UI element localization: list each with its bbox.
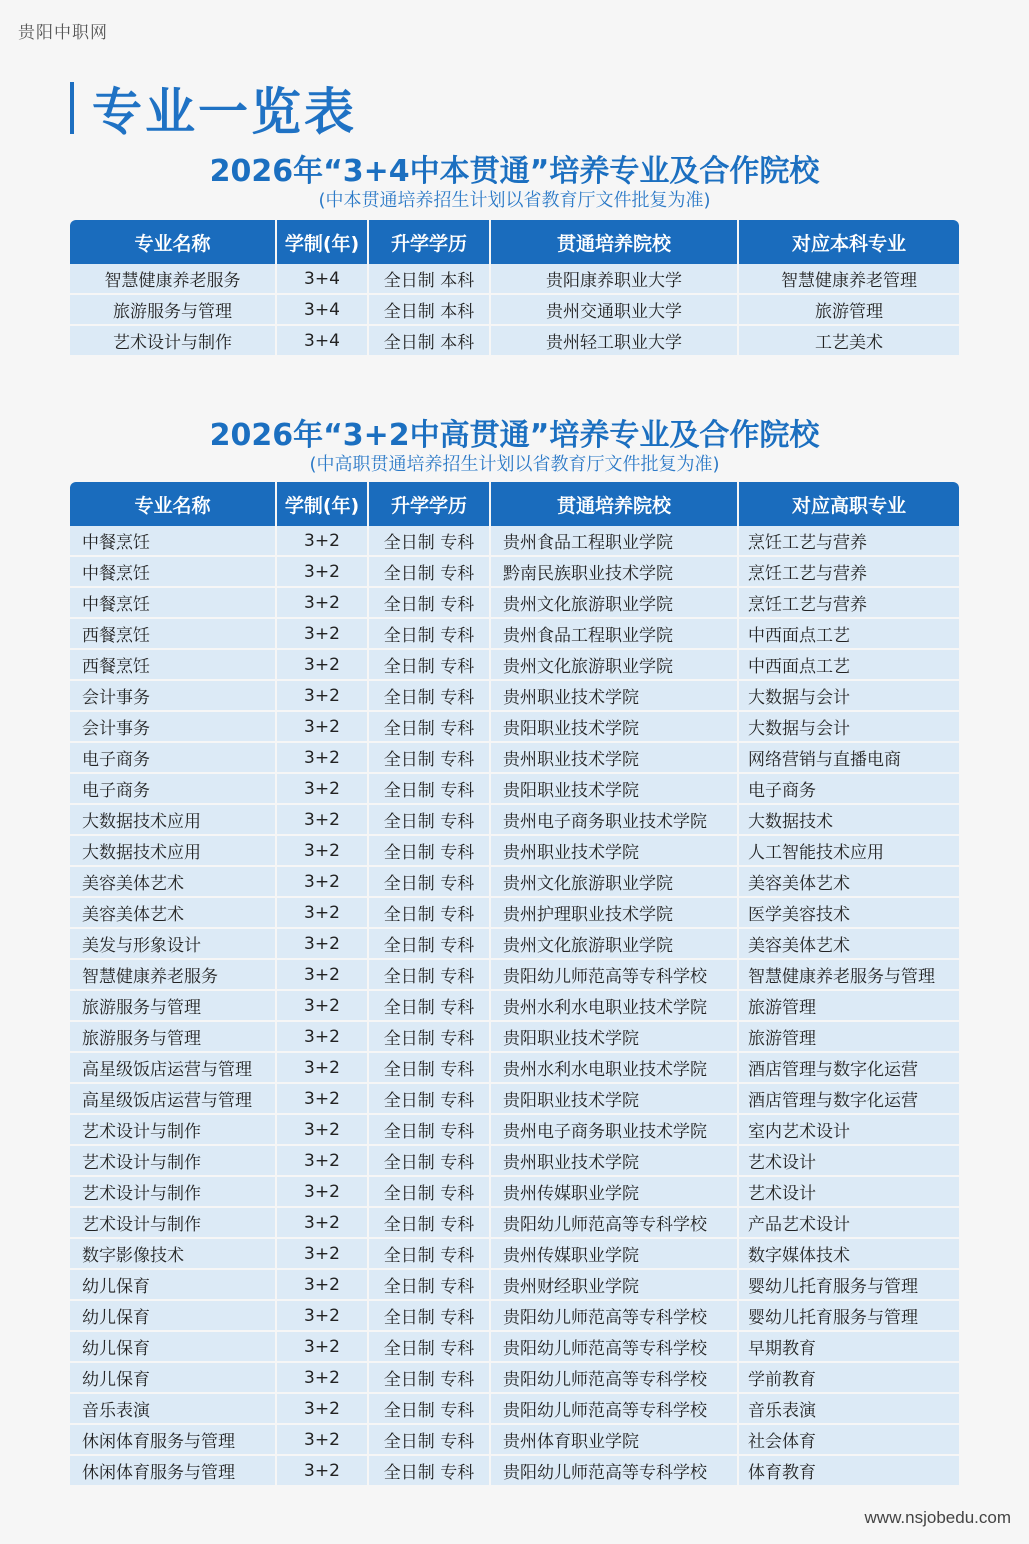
cell-duration: 3+2 [277,929,369,960]
cell-degree: 全日制 专科 [369,681,491,712]
cell-college: 贵州电子商务职业技术学院 [491,1115,739,1146]
cell-degree: 全日制 专科 [369,898,491,929]
cell-major: 电子商务 [70,774,277,805]
cell-major: 艺术设计与制作 [70,1208,277,1239]
cell-target-major: 旅游管理 [739,295,959,326]
table-row [70,1208,959,1239]
table-row [70,295,959,326]
page-title: 专业一览表 [92,83,357,141]
table-body [70,264,959,357]
cell-duration: 3+2 [277,743,369,774]
table-row [70,929,959,960]
table-row [70,867,959,898]
cell-degree: 全日制 专科 [369,991,491,1022]
cell-degree: 全日制 专科 [369,1208,491,1239]
table-row [70,712,959,743]
cell-duration: 3+2 [277,774,369,805]
cell-degree: 全日制 专科 [369,588,491,619]
cell-major: 艺术设计与制作 [70,1146,277,1177]
header-duration: 学制(年) [277,482,369,526]
cell-major: 艺术设计与制作 [70,1115,277,1146]
header-target-major: 对应本科专业 [739,220,959,264]
cell-target-major: 大数据技术 [739,805,959,836]
header-target-major: 对应高职专业 [739,482,959,526]
header-college: 贯通培养院校 [491,220,739,264]
table-row [70,681,959,712]
cell-duration: 3+2 [277,1177,369,1208]
table-row [70,1270,959,1301]
cell-duration: 3+2 [277,1456,369,1487]
cell-college: 贵阳幼儿师范高等专科学校 [491,1456,739,1487]
header-college: 贯通培养院校 [491,482,739,526]
cell-degree: 全日制 专科 [369,650,491,681]
cell-college: 贵阳职业技术学院 [491,712,739,743]
table-row [70,1332,959,1363]
cell-college: 贵州文化旅游职业学院 [491,867,739,898]
cell-target-major: 体育教育 [739,1456,959,1487]
cell-target-major: 大数据与会计 [739,681,959,712]
cell-college: 贵州体育职业学院 [491,1425,739,1456]
cell-degree: 全日制 本科 [369,264,491,295]
cell-degree: 全日制 专科 [369,805,491,836]
cell-college: 贵阳幼儿师范高等专科学校 [491,1208,739,1239]
cell-target-major: 酒店管理与数字化运营 [739,1084,959,1115]
cell-duration: 3+4 [277,326,369,357]
table-row [70,1363,959,1394]
cell-major: 西餐烹饪 [70,619,277,650]
cell-degree: 全日制 专科 [369,557,491,588]
table-header-row [70,482,959,526]
cell-target-major: 社会体育 [739,1425,959,1456]
cell-college: 贵阳幼儿师范高等专科学校 [491,1363,739,1394]
cell-degree: 全日制 专科 [369,1239,491,1270]
cell-major: 大数据技术应用 [70,836,277,867]
cell-duration: 3+2 [277,588,369,619]
cell-college: 贵州文化旅游职业学院 [491,929,739,960]
cell-target-major: 数字媒体技术 [739,1239,959,1270]
cell-duration: 3+2 [277,1363,369,1394]
cell-duration: 3+2 [277,1053,369,1084]
cell-duration: 3+2 [277,867,369,898]
cell-degree: 全日制 专科 [369,1363,491,1394]
cell-target-major: 旅游管理 [739,1022,959,1053]
cell-target-major: 室内艺术设计 [739,1115,959,1146]
cell-college: 贵阳幼儿师范高等专科学校 [491,960,739,991]
cell-target-major: 美容美体艺术 [739,929,959,960]
cell-major: 会计事务 [70,681,277,712]
cell-major: 音乐表演 [70,1394,277,1425]
cell-duration: 3+2 [277,1394,369,1425]
cell-college: 贵州护理职业技术学院 [491,898,739,929]
cell-college: 贵阳职业技术学院 [491,774,739,805]
cell-target-major: 产品艺术设计 [739,1208,959,1239]
cell-major: 大数据技术应用 [70,805,277,836]
table-row [70,526,959,557]
table-row [70,264,959,295]
cell-degree: 全日制 专科 [369,929,491,960]
cell-degree: 全日制 本科 [369,295,491,326]
cell-major: 电子商务 [70,743,277,774]
cell-duration: 3+2 [277,991,369,1022]
cell-college: 贵州职业技术学院 [491,743,739,774]
cell-degree: 全日制 专科 [369,1022,491,1053]
table-header-row [70,220,959,264]
cell-target-major: 人工智能技术应用 [739,836,959,867]
cell-major: 智慧健康养老服务 [70,264,277,295]
cell-degree: 全日制 专科 [369,836,491,867]
cell-target-major: 艺术设计 [739,1146,959,1177]
cell-degree: 全日制 专科 [369,1456,491,1487]
table-row [70,1239,959,1270]
cell-degree: 全日制 专科 [369,774,491,805]
cell-major: 美发与形象设计 [70,929,277,960]
cell-degree: 全日制 专科 [369,1146,491,1177]
cell-major: 幼儿保育 [70,1332,277,1363]
cell-duration: 3+2 [277,650,369,681]
cell-degree: 全日制 专科 [369,1394,491,1425]
cell-college: 贵阳幼儿师范高等专科学校 [491,1332,739,1363]
cell-college: 贵州职业技术学院 [491,836,739,867]
cell-major: 中餐烹饪 [70,557,277,588]
cell-degree: 全日制 专科 [369,526,491,557]
site-url-watermark: www.nsjobedu.com [864,1508,1011,1527]
cell-college: 贵阳职业技术学院 [491,1022,739,1053]
cell-target-major: 电子商务 [739,774,959,805]
cell-major: 美容美体艺术 [70,898,277,929]
cell-degree: 全日制 专科 [369,960,491,991]
table-body [70,526,959,1487]
cell-college: 贵州水利水电职业技术学院 [491,991,739,1022]
table-row [70,805,959,836]
cell-duration: 3+2 [277,1270,369,1301]
table-row [70,898,959,929]
header-major: 专业名称 [70,482,277,526]
cell-major: 旅游服务与管理 [70,295,277,326]
cell-major: 幼儿保育 [70,1301,277,1332]
table-row [70,991,959,1022]
cell-duration: 3+2 [277,619,369,650]
site-watermark: 贵阳中职网 [18,23,108,43]
cell-target-major: 美容美体艺术 [739,867,959,898]
table-row [70,588,959,619]
cell-duration: 3+2 [277,1022,369,1053]
table-row [70,1146,959,1177]
cell-target-major: 酒店管理与数字化运营 [739,1053,959,1084]
cell-target-major: 烹饪工艺与营养 [739,588,959,619]
cell-major: 数字影像技术 [70,1239,277,1270]
cell-degree: 全日制 专科 [369,1177,491,1208]
cell-college: 贵州传媒职业学院 [491,1239,739,1270]
cell-duration: 3+2 [277,557,369,588]
cell-degree: 全日制 专科 [369,1084,491,1115]
cell-major: 美容美体艺术 [70,867,277,898]
table-row [70,1022,959,1053]
cell-target-major: 智慧健康养老管理 [739,264,959,295]
cell-duration: 3+2 [277,898,369,929]
cell-college: 贵州文化旅游职业学院 [491,588,739,619]
table-row [70,619,959,650]
cell-degree: 全日制 本科 [369,326,491,357]
cell-duration: 3+2 [277,526,369,557]
cell-major: 休闲体育服务与管理 [70,1425,277,1456]
cell-degree: 全日制 专科 [369,1332,491,1363]
table-row [70,1394,959,1425]
cell-college: 贵州电子商务职业技术学院 [491,805,739,836]
cell-duration: 3+2 [277,1208,369,1239]
cell-major: 艺术设计与制作 [70,326,277,357]
table-3plus2 [70,482,959,1487]
table-row [70,743,959,774]
cell-duration: 3+4 [277,264,369,295]
cell-degree: 全日制 专科 [369,1301,491,1332]
cell-target-major: 早期教育 [739,1332,959,1363]
cell-target-major: 烹饪工艺与营养 [739,557,959,588]
section2-title: 2026年“3+2中高贯通”培养专业及合作院校 [209,418,820,453]
cell-duration: 3+2 [277,1332,369,1363]
cell-degree: 全日制 专科 [369,619,491,650]
page-heading [70,72,357,144]
cell-duration: 3+2 [277,681,369,712]
cell-college: 贵州轻工职业大学 [491,326,739,357]
cell-target-major: 大数据与会计 [739,712,959,743]
cell-duration: 3+4 [277,295,369,326]
cell-degree: 全日制 专科 [369,1270,491,1301]
cell-major: 高星级饭店运营与管理 [70,1084,277,1115]
cell-major: 中餐烹饪 [70,526,277,557]
cell-major: 旅游服务与管理 [70,991,277,1022]
cell-major: 中餐烹饪 [70,588,277,619]
cell-duration: 3+2 [277,1084,369,1115]
table-3plus4 [70,220,959,357]
cell-major: 休闲体育服务与管理 [70,1456,277,1487]
table-row [70,557,959,588]
table-row [70,1084,959,1115]
cell-duration: 3+2 [277,1115,369,1146]
table-row [70,836,959,867]
cell-major: 幼儿保育 [70,1270,277,1301]
cell-college: 贵州财经职业学院 [491,1270,739,1301]
table-row [70,1115,959,1146]
table-row [70,1456,959,1487]
cell-college: 贵州文化旅游职业学院 [491,650,739,681]
table-row [70,1177,959,1208]
cell-degree: 全日制 专科 [369,1425,491,1456]
cell-target-major: 网络营销与直播电商 [739,743,959,774]
cell-college: 贵州水利水电职业技术学院 [491,1053,739,1084]
cell-college: 贵州交通职业大学 [491,295,739,326]
table-row [70,1425,959,1456]
section1-subtitle: (中本贯通培养招生计划以省教育厅文件批复为准) [318,190,711,211]
cell-duration: 3+2 [277,836,369,867]
cell-college: 黔南民族职业技术学院 [491,557,739,588]
cell-college: 贵州食品工程职业学院 [491,526,739,557]
table-row [70,1301,959,1332]
cell-major: 旅游服务与管理 [70,1022,277,1053]
cell-duration: 3+2 [277,960,369,991]
cell-major: 高星级饭店运营与管理 [70,1053,277,1084]
cell-target-major: 中西面点工艺 [739,619,959,650]
heading-accent-bar [70,82,74,134]
cell-degree: 全日制 专科 [369,743,491,774]
cell-college: 贵阳幼儿师范高等专科学校 [491,1394,739,1425]
cell-major: 艺术设计与制作 [70,1177,277,1208]
cell-major: 会计事务 [70,712,277,743]
table-row [70,960,959,991]
cell-target-major: 旅游管理 [739,991,959,1022]
cell-target-major: 学前教育 [739,1363,959,1394]
cell-duration: 3+2 [277,805,369,836]
cell-degree: 全日制 专科 [369,1053,491,1084]
cell-college: 贵阳康养职业大学 [491,264,739,295]
cell-duration: 3+2 [277,712,369,743]
cell-duration: 3+2 [277,1239,369,1270]
header-degree: 升学学历 [369,220,491,264]
header-major: 专业名称 [70,220,277,264]
cell-college: 贵阳幼儿师范高等专科学校 [491,1301,739,1332]
cell-target-major: 艺术设计 [739,1177,959,1208]
cell-target-major: 烹饪工艺与营养 [739,526,959,557]
cell-degree: 全日制 专科 [369,712,491,743]
cell-target-major: 中西面点工艺 [739,650,959,681]
cell-target-major: 婴幼儿托育服务与管理 [739,1301,959,1332]
cell-college: 贵阳职业技术学院 [491,1084,739,1115]
cell-major: 智慧健康养老服务 [70,960,277,991]
table-row [70,326,959,357]
cell-duration: 3+2 [277,1146,369,1177]
cell-major: 幼儿保育 [70,1363,277,1394]
cell-degree: 全日制 专科 [369,867,491,898]
header-duration: 学制(年) [277,220,369,264]
cell-duration: 3+2 [277,1425,369,1456]
cell-college: 贵州食品工程职业学院 [491,619,739,650]
header-degree: 升学学历 [369,482,491,526]
cell-college: 贵州职业技术学院 [491,681,739,712]
cell-college: 贵州传媒职业学院 [491,1177,739,1208]
table-row [70,1053,959,1084]
table-row [70,774,959,805]
cell-major: 西餐烹饪 [70,650,277,681]
cell-duration: 3+2 [277,1301,369,1332]
cell-target-major: 工艺美术 [739,326,959,357]
cell-target-major: 婴幼儿托育服务与管理 [739,1270,959,1301]
cell-college: 贵州职业技术学院 [491,1146,739,1177]
cell-degree: 全日制 专科 [369,1115,491,1146]
table-row [70,650,959,681]
section1-title: 2026年“3+4中本贯通”培养专业及合作院校 [209,154,820,189]
cell-target-major: 智慧健康养老服务与管理 [739,960,959,991]
section2-subtitle: (中高职贯通培养招生计划以省教育厅文件批复为准) [309,454,720,475]
cell-target-major: 医学美容技术 [739,898,959,929]
cell-target-major: 音乐表演 [739,1394,959,1425]
